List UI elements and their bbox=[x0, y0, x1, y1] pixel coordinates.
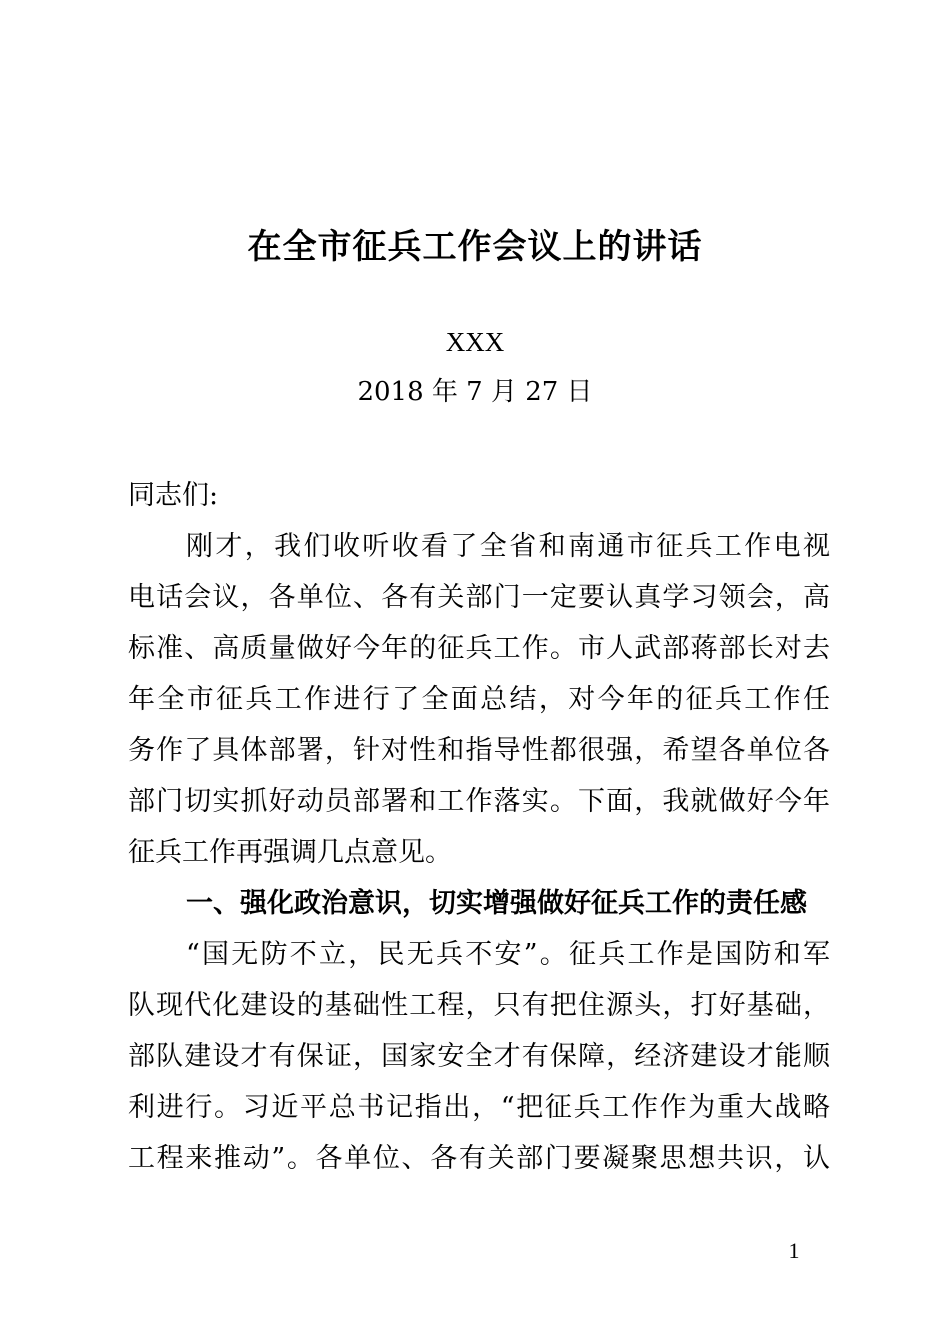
author-name: XXX bbox=[445, 327, 505, 357]
paragraph-line: 务作了具体部署，针对性和指导性都很强，希望各单位各 bbox=[128, 735, 830, 766]
paragraph-line: 征兵工作再强调几点意见。 bbox=[128, 837, 452, 868]
section-heading: 一、强化政治意识，切实增强做好征兵工作的责任感 bbox=[186, 888, 807, 919]
paragraph-line: “国无防不立，民无兵不安”。征兵工作是国防和军 bbox=[186, 939, 830, 970]
paragraph-line: 电话会议，各单位、各有关部门一定要认真学习领会，高 bbox=[128, 582, 830, 613]
page-number: 1 bbox=[788, 1238, 800, 1263]
paragraph-line: 利进行。习近平总书记指出，“把征兵工作作为重大战略 bbox=[128, 1092, 830, 1123]
speech-date: 2018 年 7 月 27 日 bbox=[357, 377, 593, 407]
paragraph-line: 部队建设才有保证，国家安全才有保障，经济建设才能顺 bbox=[128, 1041, 830, 1072]
paragraph-line: 刚才，我们收听收看了全省和南通市征兵工作电视 bbox=[186, 531, 830, 562]
document-body bbox=[128, 470, 830, 1184]
paragraph-line: 标准、高质量做好今年的征兵工作。市人武部蒋部长对去 bbox=[128, 633, 830, 664]
paragraph-line: 队现代化建设的基础性工程，只有把住源头，打好基础， bbox=[128, 990, 830, 1021]
greeting: 同志们: bbox=[128, 480, 219, 511]
paragraph-line: 年全市征兵工作进行了全面总结，对今年的征兵工作任 bbox=[128, 684, 830, 715]
paragraph-2 bbox=[128, 929, 830, 1184]
paragraph-line: 工程来推动”。各单位、各有关部门要凝聚思想共识，认 bbox=[128, 1143, 830, 1174]
paragraph-line: 部门切实抓好动员部署和工作落实。下面，我就做好今年 bbox=[128, 786, 830, 817]
paragraph-1 bbox=[128, 521, 830, 878]
document-title: 在全市征兵工作会议上的讲话 bbox=[247, 227, 703, 267]
